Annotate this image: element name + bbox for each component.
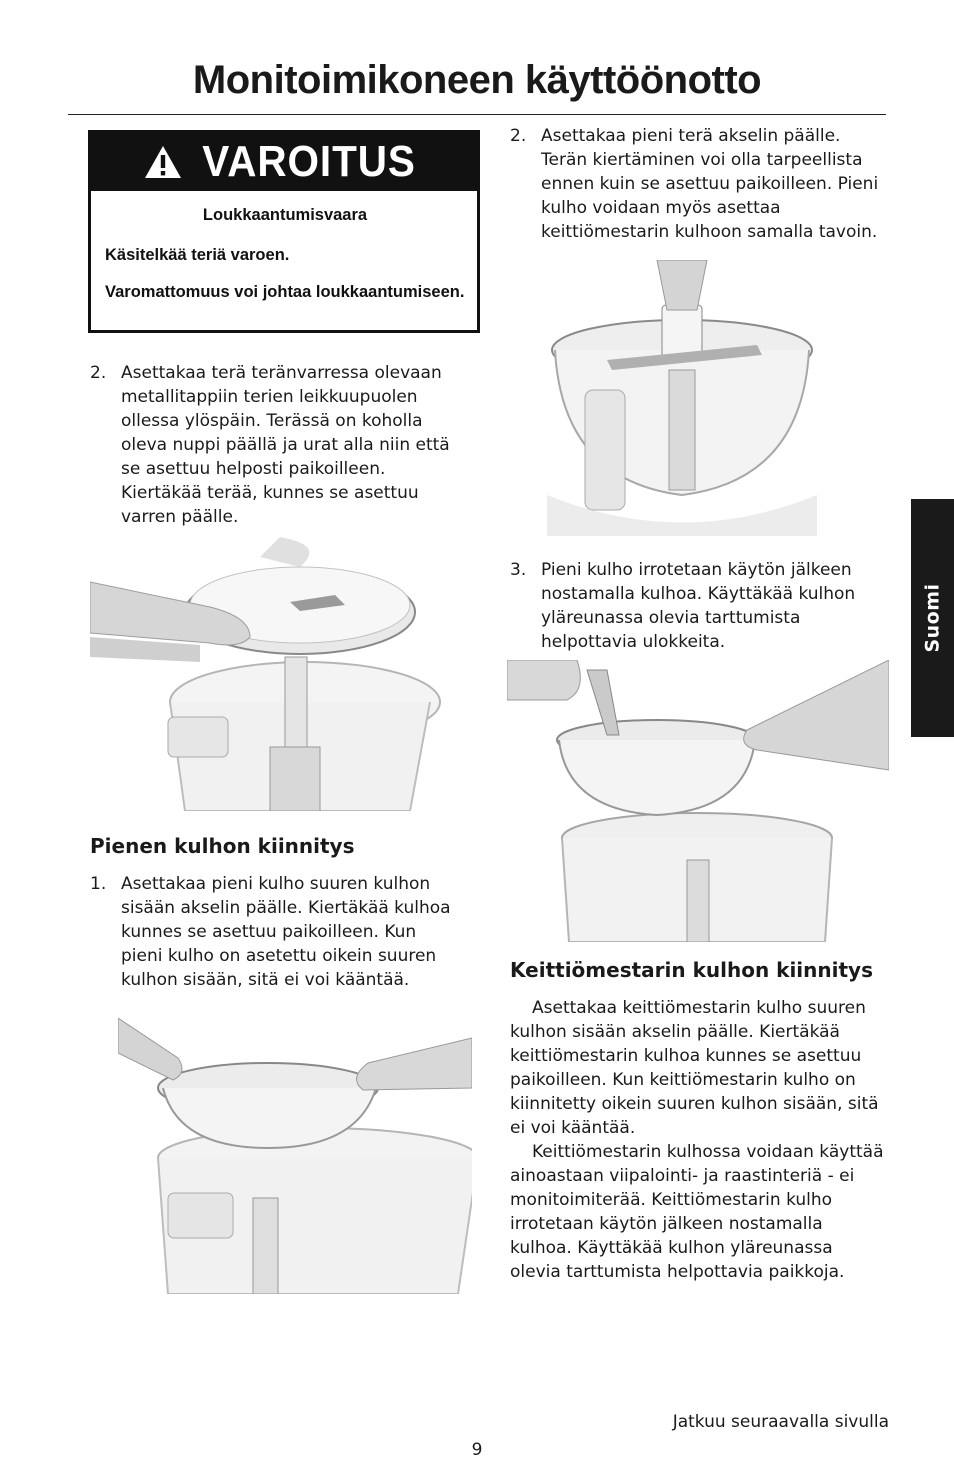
warning-line-1: Käsitelkää teriä varoen. [105, 246, 290, 264]
step-number: 1. [90, 874, 107, 894]
step-number: 2. [90, 363, 107, 383]
chef-bowl-paragraph-1: Asettakaa keittiömestarin kulho suuren kulhon sisään akselin päälle. Kiertäkää keittiömestarin kulhoa kunnes se asettuu paikoilleen. Kun keittiömestarin kulho on kiinnitetty oikein suuren kulhon sisään, sitä ei voi kääntää. [510, 998, 879, 1138]
warning-line-2: Varomattomuus voi johtaa loukkaantumiseen. [105, 283, 465, 301]
illustration-blade-placement [90, 537, 442, 811]
continue-note: Jatkuu seuraavalla sivulla [672, 1412, 889, 1432]
step-number: 3. [510, 560, 527, 580]
illustration-small-blade [547, 260, 817, 536]
step-number: 2. [510, 126, 527, 146]
warning-triangle-icon [143, 144, 183, 180]
warning-title: VAROITUS [202, 137, 416, 186]
warning-header [91, 133, 477, 191]
chef-bowl-text [510, 996, 888, 1284]
language-tab-label: Suomi [921, 583, 944, 653]
step-text: Asettakaa pieni kulho suuren kulhon sisään akselin päälle. Kiertäkää kulhoa kunnes se asettuu paikoilleen. Kun pieni kulho on asetettu oikein suuren kulhon sisään, sitä ei voi kääntää. [121, 874, 451, 990]
chef-bowl-paragraph-2: Keittiömestarin kulhossa voidaan käyttää ainoastaan viipalointi- ja raastinteriä - ei monitoimiterää. Keittiömestarin kulho irrotetaan käytön jälkeen nostamalla kulhoa. Käyttäkää kulhon yläreunassa olevia tarttumista helpottavia paikkoja. [510, 1142, 884, 1282]
language-tab [911, 499, 954, 737]
page-title: Monitoimikoneen käyttöönotto [192, 58, 762, 102]
step-text: Asettakaa pieni terä akselin päälle. Terän kiertäminen voi olla tarpeellista ennen kuin se asettuu paikoilleen. Pieni kulho voidaan myös asettaa keittiömestarin kulhoon samalla tavoin. [541, 126, 879, 242]
heading-chef-bowl: Keittiömestarin kulhon kiinnitys [510, 958, 873, 982]
page-number: 9 [471, 1440, 483, 1460]
title-rule [68, 114, 886, 115]
step-text: Asettakaa terä teränvarressa olevaan metallitappiin terien leikkuupuolen ollessa ylöspäin. Terässä on koholla oleva nuppi päällä ja urat alla niin että se asettuu helposti paikoilleen. Kiertäkää terää, kunnes se asettuu varren päälle. [121, 363, 450, 527]
warning-box [88, 130, 480, 333]
warning-hazard: Loukkaantumisvaara [202, 206, 368, 224]
heading-small-bowl: Pienen kulhon kiinnitys [90, 834, 355, 858]
illustration-remove-small-bowl [507, 660, 889, 942]
illustration-small-bowl [118, 1018, 472, 1294]
step-text: Pieni kulho irrotetaan käytön jälkeen nostamalla kulhoa. Käyttäkää kulhon yläreunassa olevia tarttumista helpottavia ulokkeita. [541, 560, 856, 652]
